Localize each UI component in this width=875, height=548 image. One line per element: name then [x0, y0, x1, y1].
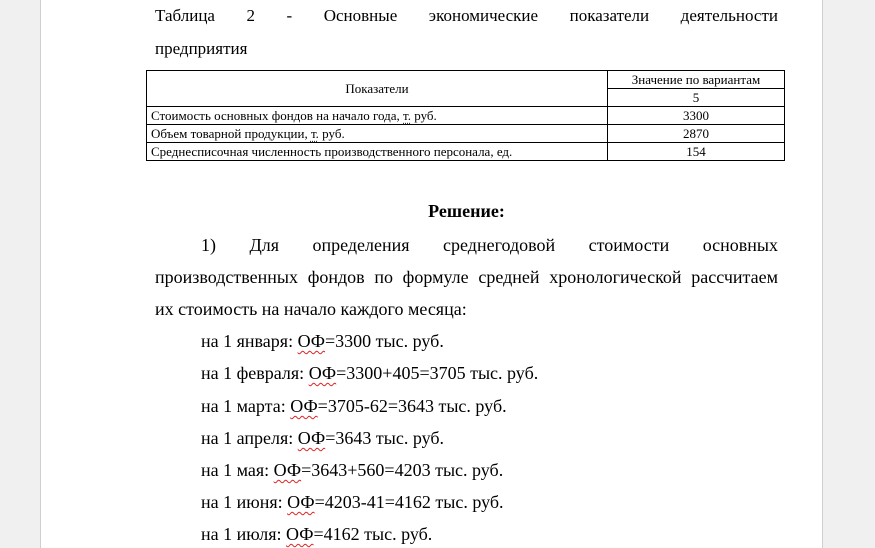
list-item: на 1 февраля: ОФ=3300+405=3705 тыс. руб. [201, 363, 539, 383]
list-item: на 1 июля: ОФ=4162 тыс. руб. [201, 524, 433, 544]
header-indicators: Показатели [147, 71, 608, 107]
of-term: ОФ [273, 460, 302, 480]
paragraph-line-2: производственных фондов по формуле средней хронологической рассчитаем [155, 267, 778, 287]
of-term: ОФ [290, 396, 318, 416]
table-row [147, 125, 785, 143]
list-item: на 1 апреля: ОФ=3643 тыс. руб. [201, 428, 445, 448]
table-row [147, 143, 785, 161]
indicators-table [146, 70, 785, 161]
row-value: 3300 [608, 107, 785, 125]
list-item: на 1 марта: ОФ=3705-62=3643 тыс. руб. [201, 396, 507, 416]
of-term: ОФ [286, 524, 314, 544]
abbr-mark: т. [403, 107, 411, 123]
of-term: ОФ [308, 363, 337, 383]
header-variant-number: 5 [608, 89, 785, 107]
row-value: 2870 [608, 125, 785, 143]
table-header-row [147, 71, 785, 89]
table-caption-line-2: предприятия [155, 39, 248, 58]
solution-heading: Решение: [428, 201, 505, 221]
of-term: ОФ [297, 331, 326, 351]
table-row [147, 107, 785, 125]
list-item: на 1 января: ОФ=3300 тыс. руб. [201, 331, 444, 351]
header-values-by-variant: Значение по вариантам [608, 71, 785, 89]
abbr-mark: т. [310, 125, 319, 141]
list-item: на 1 июня: ОФ=4203-41=4162 тыс. руб. [201, 492, 504, 512]
list-item: на 1 мая: ОФ=3643+560=4203 тыс. руб. [201, 460, 504, 480]
row-label: Объем товарной продукции, т. руб. [147, 125, 608, 143]
row-value: 154 [608, 143, 785, 161]
row-label: Стоимость основных фондов на начало года, т. руб. [147, 107, 608, 125]
paragraph-line-3: их стоимость на начало каждого месяца: [155, 299, 467, 319]
paragraph-line-1: 1) Для определения среднегодовой стоимости основных [201, 235, 778, 255]
table-caption-line-1: Таблица 2 - Основные экономические показатели деятельности [155, 6, 778, 25]
of-term: ОФ [297, 428, 326, 448]
of-term: ОФ [287, 492, 315, 512]
row-label: Среднесписочная численность производственного персонала, ед. [147, 143, 608, 161]
document-page [40, 0, 823, 548]
